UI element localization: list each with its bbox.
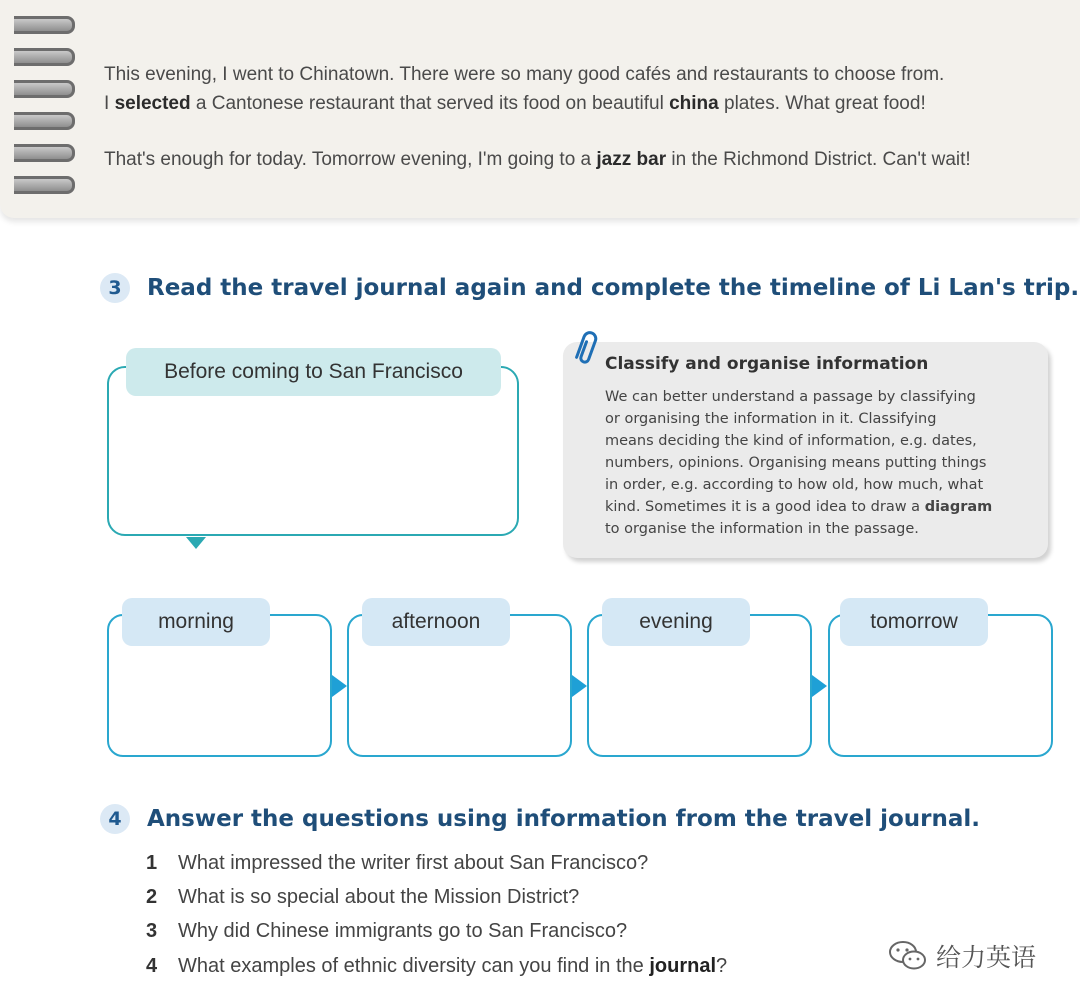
spiral-ring [14,176,75,194]
section-4-heading [100,804,980,834]
arrow-right-icon [332,675,347,697]
watermark-text: 给力英语 [936,943,1037,972]
question-text: Why did Chinese immigrants go to San Francisco? [178,920,628,943]
tip-body [605,386,1025,540]
timeline-label-evening: evening [602,598,750,646]
text-run: kind. Sometimes it is a good idea to draw a [605,499,925,515]
text-run: I [104,93,115,114]
tip-line: We can better understand a passage by classifying [605,389,976,405]
text-run: in the Richmond District. Can't wait! [666,149,971,170]
spiral-ring [14,144,75,162]
bold-word: china [669,93,719,114]
paperclip-icon [572,330,600,368]
bold-word: jazz bar [596,149,667,170]
bold-word: selected [114,93,191,114]
before-label: Before coming to San Francisco [126,348,501,396]
journal-card [0,0,1080,218]
watermark [888,938,1036,974]
text-run: What examples of ethnic diversity can you find in the [178,954,650,977]
tip-line [605,496,1025,518]
timeline-label-afternoon: afternoon [362,598,510,646]
bold-word: journal [649,954,717,977]
list-item [146,846,727,880]
journal-text [104,60,1064,201]
section-instruction: Read the travel journal again and complete the timeline of Li Lan's trip. [147,275,1080,301]
spiral-ring [14,16,75,34]
question-text [178,955,727,978]
tip-line: means deciding the kind of information, e.g. dates, [605,433,977,449]
section-number: 4 [100,804,130,834]
question-number: 4 [146,954,158,977]
journal-line: This evening, I went to Chinatown. There were so many good cafés and restaurants to choose from. [104,64,945,85]
tip-title: Classify and organise information [605,354,929,374]
tip-box [563,342,1048,558]
spiral-ring [14,80,75,98]
arrow-right-icon [572,675,587,697]
question-list [146,846,727,983]
text-run: plates. What great food! [718,93,926,114]
text-run: ? [716,954,728,977]
text-run: a Cantonese restaurant that served its food on beautiful [190,93,670,114]
question-number: 2 [146,885,158,908]
spiral-ring [14,112,75,130]
timeline-label-morning: morning [122,598,270,646]
question-text: What impressed the writer first about San Francisco? [178,851,649,874]
list-item [146,880,727,914]
arrow-right-icon [812,675,827,697]
question-number: 3 [146,920,158,943]
list-item [146,915,727,949]
question-number: 1 [146,851,158,874]
tip-line: or organising the information in it. Classifying [605,411,937,427]
text-run: That's enough for today. Tomorrow evening, I'm going to a [104,149,597,170]
bold-word: diagram [924,499,993,515]
list-item [146,949,727,983]
journal-paragraph-1 [104,60,1064,118]
section-3-heading [100,273,1079,303]
section-instruction: Answer the questions using information from the travel journal. [147,806,981,832]
section-number: 3 [100,273,130,303]
down-pointer-icon [186,537,206,549]
journal-line [104,89,1064,118]
question-text: What is so special about the Mission District? [178,885,580,908]
tip-line: in order, e.g. according to how old, how much, what [605,477,984,493]
tip-line: to organise the information in the passage. [605,521,919,537]
tip-line: numbers, opinions. Organising means putting things [605,455,987,471]
spiral-ring [14,48,75,66]
wechat-icon [888,939,928,973]
timeline-label-tomorrow: tomorrow [840,598,988,646]
journal-paragraph-2 [104,145,1064,174]
spiral-binding [14,10,74,200]
